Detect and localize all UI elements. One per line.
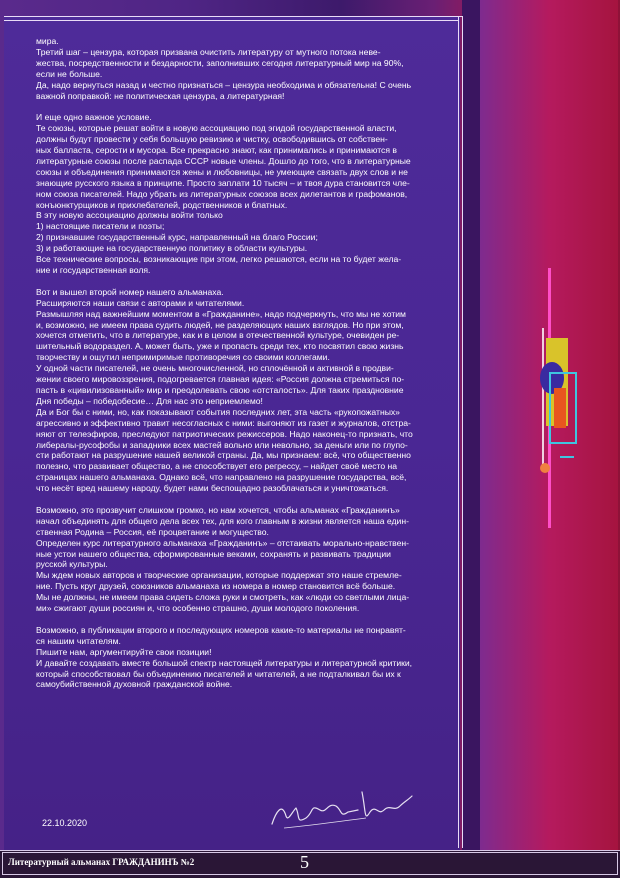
- footer-title: Литературный альманах ГРАЖДАНИНЪ №2: [8, 857, 195, 867]
- paragraph: Возможно, это прозвучит слишком громко, но нам хочется, чтобы альманах «Гражданинъ» начал объединять для общего дела всех тех, для кого главным в жизни является наша един- ственная Родина – Россия, её процветание и могущество. Определен курс литературного альманаха «Гражданинъ» – отстаивать морально-нравствен- ные устои нашего общества, сформированные веками, сохранять и развивать традиции русской культуры. Мы ждем новых авторов и творческие организации, которые поддержат это наше стремле- ние. Пусть круг друзей, союзников альманаха из номера в номер становится всё больше. Мы не должны, не имеем права сидеть сложа руки и смотреть, как «люди со светлыми лица- ми» сжигают души россиян и, что особенно страшно, души молодого поколения.: [36, 504, 410, 614]
- article-body: [36, 36, 456, 690]
- abstract-decoration-icon: [520, 268, 580, 528]
- page-number: 5: [300, 852, 309, 872]
- handwritten-signature-icon: [266, 782, 416, 834]
- frame-line: [458, 16, 459, 848]
- paragraph: И еще одно важное условие. Те союзы, которые решат войти в новую ассоциацию под эгидой государственной власти, должны будут провести у себя большую ревизию и чистку, освободившись от собствен- ных балласта, серости и мусора. Все прекрасно знают, как принимались и принимаются в литературные союзы после распада СССР новые члены. Дошло до того, что в литературные союзы и объединения принимаются жены и любовницы, не умеющие связать двух слов и не знающие русского языка в принципе. Просто заплати 10 тысяч – и твоя дура становится чле- ном союза писателей. Надо убрать из литературных союзов всех дилетантов и графоманов, конъюнктурщиков и прихлебателей, родственников и блатных. В эту новую ассоциацию должны войти только 1) настоящие писатели и поэты; 2) признавшие государственный курс, направленный на благо России; 3) и работающие на государственную политику в области культуры. Все технические вопросы, возникающие при этом, легко решаются, если на то будет жела- ние и государственная воля.: [36, 112, 411, 276]
- frame-line: [4, 16, 462, 17]
- date-label: 22.10.2020: [42, 818, 88, 828]
- frame-line: [4, 20, 458, 21]
- side-stripe-dark: [462, 0, 482, 850]
- paragraph: Вот и вышел второй номер нашего альманаха. Расширяются наши связи с авторами и читателями. Размышляя над важнейшим моментом в «Гражданине», надо подчеркнуть, что мы не хотим и, возможно, не имеем права судить людей, не разделяющих наших взглядов. Но при этом, хочется отметить, что в литературе, как и в целом в отечественной культуре, очевиден ре- шительный водораздел. А, может быть, уже и пропасть среди тех, кто посвятил свою жизнь творчеству и ощутил непримиримые противоречия со своими коллегами. У одной части писателей, не очень многочисленной, но сплочённой и активной в продви- жении своего мировоззрения, подогревается главная идея: «Россия должна стремиться по- пасть в «цивилизованный» мир и преодолевать свою «отсталость». Для таких праздновние Дня победы – победобесие… Для нас это неприемлемо! Да и Бог бы с ними, но, как показывают события последних лет, эта часть «рукопожатных» агрессивно и эффективно травит несогласных с ними: выгоняют из газет и журналов, отстра- няют от телеэфиров, преследуют патриотических режиссеров. Надо наконец-то признать, что либералы-русофобы и западники всех мастей вольно или невольно, за деньги или по глупо- сти работают на разрушение нашей великой страны. Да, мы признаем: всё, что общественно полезно, что развивает общество, а не способствует его регрессу, – найдет своё место на страницах нашего альманаха. Однако всё, что направлено на разрушение государства, всё, что несёт вред нашему народу, будет нами беспощадно разоблачаться и уничтожаться.: [36, 286, 413, 494]
- paragraph: Возможно, в публикации второго и последующих номеров какие-то материалы не понравят- ся нашим читателям. Пишите нам, аргументируйте свои позиции! И давайте создавать вместе большой спектр настоящей литературы и литературной критики, который способствовал бы объединению писателей и читателей, а не подталкивал бы их к самоубийственной духовной гражданской войне.: [36, 624, 413, 690]
- paragraph: мира. Третий шаг – цензура, которая призвана очистить литературу от мутного потока неве- жества, посредственности и бездарности, заполнивших сегодня литературный мир на 90%, если не больше. Да, надо вернуться назад и честно признаться – цензура необходима и обязательна! С очень важной поправкой: не политическая цензура, а литературная!: [36, 36, 412, 101]
- frame-line: [462, 16, 463, 848]
